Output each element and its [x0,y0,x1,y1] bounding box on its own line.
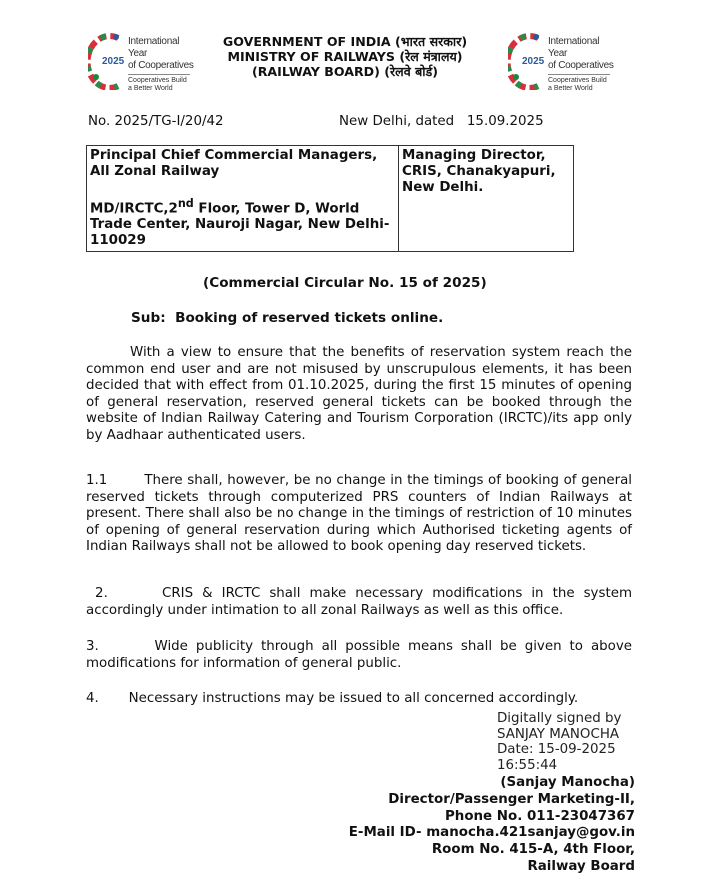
addressee-cris: Managing Director, CRIS, Chanakyapuri, New Delhi. [399,146,574,252]
iyc-logo-right: 2025 International Year of Cooperatives Cooperatives Build a Better World [508,30,618,96]
paragraph-intro: With a view to ensure that the benefits of reservation system reach the common end user and are not misused by unscrupulous elements, it has been decided that with effect from 01.10.2025, during the first 15 minutes of opening of general reservation, reserved general tickets can be booked through the website of Indian Railway Catering and Tourism Corporation (IRCTC)/its app only by Aadhaar authenticated users. [86,345,632,443]
signatory-block: (Sanjay Manocha) Director/Passenger Marketing-II, Phone No. 011-23047367 E-Mail ID- manocha.421sanjay@gov.in Room No. 415-A, 4th Floor, Railway Board [348,775,635,874]
logo-title: International Year [128,36,180,59]
paragraph-2: 2. CRIS & IRCTC shall make necessary modifications in the system accordingly under intimation to all zonal Railways as well as this office. [86,586,637,618]
addressee-irctc: MD/IRCTC,2nd Floor, Tower D, World Trade Center, Nauroji Nagar, New Delhi-110029 [90,197,390,249]
circular-number: (Commercial Circular No. 15 of 2025) [203,275,487,291]
letterhead: GOVERNMENT OF INDIA (भारत सरकार) MINISTRY OF RAILWAYS (रेल मंत्रालय) (RAILWAY BOARD) (रेलवे बोर्ड) [222,34,468,79]
paragraph-4: 4. Necessary instructions may be issued to all concerned accordingly. [86,691,579,706]
paragraph-3: 3. Wide publicity through all possible means shall be given to above modifications for information of general public. [86,639,637,671]
reference-number: No. 2025/TG-I/20/42 [88,114,224,129]
digital-signature-stamp: Digitally signed by SANJAY MANOCHA Date: 15-09-2025 16:55:44 [497,711,622,773]
iyc-logo-left: 2025 International Year of Cooperatives Cooperatives Build a Better World [88,30,198,96]
addressee-table [86,145,574,252]
paragraph-1-1: 1.1 There shall, however, be no change in the timings of booking of general reserved tickets through computerized PRS counters of Indian Railways at present. There shall also be no change in the timings of restriction of 10 minutes of opening of general reservation during which Authorised ticketing agents of Indian Railways shall not be allowed to book opening day reserved tickets. [86,473,637,555]
signatory-email: E-Mail ID- manocha.421sanjay@gov.in [348,825,635,841]
date-line: New Delhi, dated 15.09.2025 [339,114,544,129]
subject: Sub: Booking of reserved tickets online. [131,310,444,326]
addressee-pccm: Principal Chief Commercial Managers, All Zonal Railway [90,148,378,179]
